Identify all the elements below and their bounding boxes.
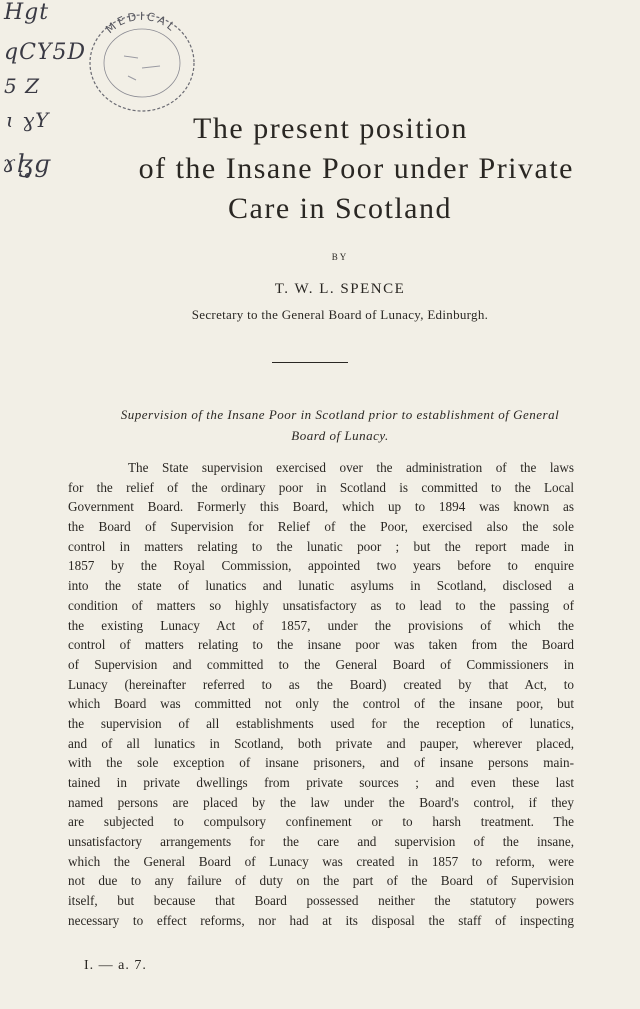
body-line: for the relief of the ordinary poor in Scotland is committed to the Local <box>68 479 574 495</box>
body-line: of Supervision and committed to the General Board of Commissioners in <box>68 656 574 672</box>
handwritten-note: ɤɮ̥ɡ <box>2 150 51 178</box>
byline: BY <box>331 252 349 262</box>
svg-text:MEDICAL <box>103 10 179 36</box>
body-text <box>68 458 574 931</box>
body-line: the Board of Supervision for Relief of the Poor, exercised also the sole <box>68 519 574 535</box>
title-line-2: of the Insane Poor under Private <box>138 152 574 185</box>
handwritten-note: ɩ ɣY <box>6 108 50 132</box>
title-line-1: The present position <box>193 112 468 145</box>
body-line: 1857 by the Royal Commission, appointed two years before to enquire <box>68 558 574 574</box>
body-line: unsatisfactory arrangements for the care and supervision of the insane, <box>68 834 574 850</box>
body-line: control of matters relating to the insane poor was taken from the Board <box>68 637 574 653</box>
page-signature: I. — a. 7. <box>84 958 147 973</box>
handwritten-note: 5 Z <box>4 74 40 98</box>
section-heading-line-1: Supervision of the Insane Poor in Scotland prior to establishment of General <box>120 407 560 422</box>
body-line: necessary to effect reforms, nor had at its disposal the staff of inspecting <box>68 912 574 928</box>
body-line: Government Board. Formerly this Board, which up to 1894 was known as <box>68 499 574 515</box>
body-line: which Board was committed not only the control of the insane poor, but <box>68 696 574 712</box>
author-affiliation: Secretary to the General Board of Lunacy, Edinburgh. <box>191 307 489 322</box>
author-name: T. W. L. SPENCE <box>274 281 406 297</box>
body-line: Lunacy (hereinafter referred to as the Board) created by that Act, to <box>68 676 574 692</box>
stamp-text: MEDICAL <box>103 9 180 37</box>
handwritten-note: qCY5D <box>4 40 87 65</box>
divider-rule <box>272 362 348 363</box>
body-line: into the state of lunatics and lunatic asylums in Scotland, disclosed a <box>68 578 574 594</box>
body-line: are subjected to compulsory confinement or to harsh treatment. The <box>68 814 574 830</box>
section-heading <box>60 404 620 446</box>
handwritten-note: Hgt <box>4 0 50 25</box>
library-stamp <box>80 8 200 118</box>
body-line: the supervision of all establishments used for the reception of lunatics, <box>68 715 574 731</box>
body-line: named persons are placed by the law under the Board's control, if they <box>68 794 574 810</box>
body-line: which the General Board of Lunacy was created in 1857 to reform, were <box>68 853 574 869</box>
body-line: with the sole exception of insane prisoners, and of insane persons main- <box>68 755 574 771</box>
body-line: not due to any failure of duty on the part of the Board of Supervision <box>68 873 574 889</box>
body-line: the existing Lunacy Act of 1857, under the provisions of which the <box>68 617 574 633</box>
body-line: and of all lunatics in Scotland, both private and pauper, wherever placed, <box>68 735 574 751</box>
body-line: condition of matters so highly unsatisfactory as to lead to the passing of <box>68 597 574 613</box>
section-heading-line-2: Board of Lunacy. <box>291 428 389 443</box>
body-line: The State supervision exercised over the administration of the laws <box>128 460 574 475</box>
title-line-3: Care in Scotland <box>228 192 452 225</box>
body-line: tained in private dwellings from private sources ; and even these last <box>68 775 574 790</box>
body-line: control in matters relating to the lunatic poor ; but the report made in <box>68 538 574 554</box>
body-line: itself, but because that Board possessed neither the statutory powers <box>68 893 574 909</box>
